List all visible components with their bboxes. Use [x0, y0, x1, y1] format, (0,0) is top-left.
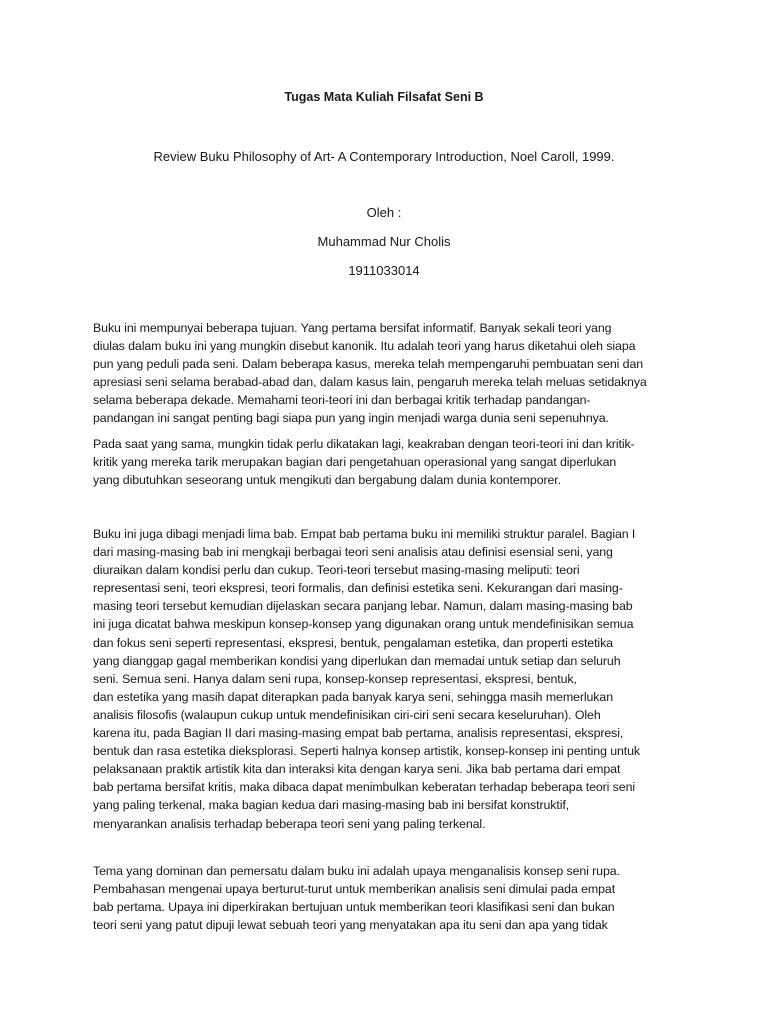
paragraph-line: representasi seni, teori ekspresi, teori formalis, dan definisi estetika seni. Kekurangan dari masing- [93, 581, 623, 596]
paragraph-line: diuraikan dalam kondisi perlu dan cukup. Teori-teori tersebut masing-masing meliputi: teori [93, 563, 580, 578]
document-subtitle: Review Buku Philosophy of Art- A Contemporary Introduction, Noel Caroll, 1999. [153, 149, 615, 164]
paragraph-line: dari masing-masing bab ini mengkaji berbagai teori seni analisis atau definisi esensial seni, yang [93, 545, 613, 560]
paragraph-line: bab pertama. Upaya ini diperkirakan bertujuan untuk memberikan teori klasifikasi seni dan bukan [93, 900, 615, 915]
paragraph-line: Pembahasan mengenai upaya berturut-turut untuk memberikan analisis seni dimulai pada empat [93, 882, 616, 897]
paragraph-line: yang paling terkenal, maka bagian kedua dari masing-masing bab ini bersifat konstruktif, [93, 798, 570, 813]
paragraph-4 [93, 862, 683, 934]
student-id: 1911033014 [348, 263, 420, 278]
paragraph-line: Tema yang dominan dan pemersatu dalam buku ini adalah upaya menganalisis konsep seni rupa. [93, 864, 620, 878]
paragraph-line: yang dibutuhkan seseorang untuk mengikuti dan bergabung dalam dunia kontemporer. [93, 473, 561, 488]
paragraph-line: menyarankan analisis terhadap beberapa teori seni yang paling terkenal. [93, 816, 486, 831]
author-name: Muhammad Nur Cholis [317, 234, 451, 249]
by-label: Oleh : [366, 205, 402, 220]
paragraph-line: dan fokus seni seperti representasi, ekspresi, bentuk, pengalaman estetika, dan properti estetika [93, 635, 613, 650]
document-title: Tugas Mata Kuliah Filsafat Seni B [284, 90, 484, 104]
paragraph-1 [93, 319, 683, 428]
paragraph-line: Pada saat yang sama, mungkin tidak perlu dikatakan lagi, keakraban dengan teori-teori ini dan kritik- [93, 437, 635, 451]
paragraph-line: bab pertama bersifat kritis, maka dibaca dapat menimbulkan keberatan terhadap beberapa teori seni [93, 780, 636, 795]
paragraph-line: pelaksanaan praktik artistik kita dan interaksi kita dengan karya seni. Jika bab pertama dari empat [93, 762, 621, 777]
paragraph-3 [93, 525, 683, 833]
paragraph-line: pun yang peduli pada seni. Dalam beberapa kasus, mereka telah mempengaruhi pembuatan seni dan [93, 357, 644, 372]
paragraph-line: diulas dalam buku ini yang mungkin disebut kanonik. Itu adalah teori yang harus diketahui oleh siapa [93, 339, 636, 354]
paragraph-line: kritik yang mereka tarik merupakan bagian dari pengetahuan operasional yang sangat diperlukan [93, 455, 617, 470]
paragraph-line: teori seni yang patut dipuji lewat sebuah teori yang menyatakan apa itu seni dan apa yang tidak [93, 918, 608, 933]
paragraph-line: seni. Semua seni. Hanya dalam seni rupa, konsep-konsep representasi, ekspresi, bentuk, [93, 671, 577, 686]
paragraph-line: apresiasi seni selama berabad-abad dan, dalam kasus lain, pengaruh mereka telah meluas setidaknya [93, 375, 647, 390]
paragraph-line: ini juga dicatat bahwa meskipun konsep-konsep yang digunakan orang untuk mendefinisikan semua [93, 617, 634, 632]
paragraph-line: pandangan ini sangat penting bagi siapa pun yang ingin menjadi warga dunia seni sepenuhnya. [93, 411, 609, 426]
paragraph-line: Buku ini mempunyai beberapa tujuan. Yang pertama bersifat informatif. Banyak sekali teori yang [93, 321, 612, 335]
paragraph-line: karena itu, pada Bagian II dari masing-masing empat bab pertama, analisis representasi, ekspresi, [93, 726, 624, 741]
paragraph-line: Buku ini juga dibagi menjadi lima bab. Empat bab pertama buku ini memiliki struktur paralel. Bagian I [93, 527, 636, 541]
paragraph-line: dan estetika yang masih dapat diterapkan pada banyak karya seni, sehingga masih memerlukan [93, 689, 613, 704]
paragraph-2 [93, 435, 683, 489]
paragraph-line: yang dianggap gagal memberikan kondisi yang diperlukan dan memadai untuk setiap dan seluruh [93, 653, 621, 668]
paragraph-line: selama beberapa dekade. Memahami teori-teori ini dan berbagai kritik terhadap pandangan- [93, 393, 591, 408]
paragraph-line: masing teori tersebut kemudian dijelaskan secara panjang lebar. Namun, dalam masing-masing bab [93, 599, 633, 614]
paragraph-line: bentuk dan rasa estetika dieksplorasi. Seperti halnya konsep artistik, konsep-konsep ini penting untuk [93, 744, 641, 759]
paragraph-line: analisis filosofis (walaupun cukup untuk mendefinisikan ciri-ciri seni secara keseluruhan). Oleh [93, 707, 601, 722]
